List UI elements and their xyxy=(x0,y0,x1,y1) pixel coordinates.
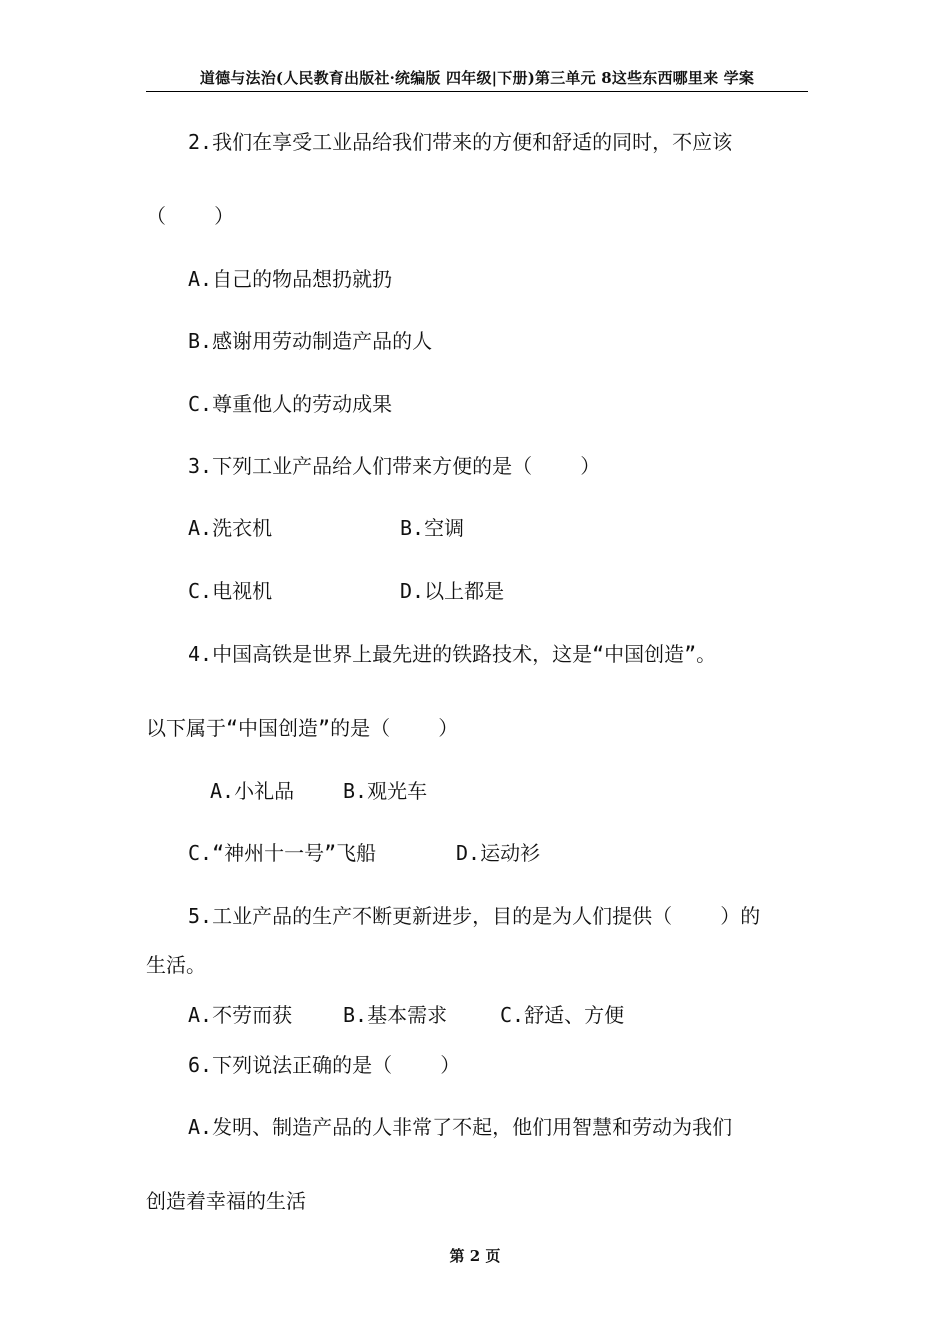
q4-option-c: C.“神州十一号”飞船 xyxy=(188,841,377,865)
q6-option-a-line1: A.发明、制造产品的人非常了不起，他们用智慧和劳动为我们 xyxy=(188,1115,733,1139)
q3-option-c: C.电视机 xyxy=(188,579,273,603)
q4-option-a: A.小礼品 xyxy=(210,779,295,803)
q2-option-a: A.自己的物品想扔就扔 xyxy=(188,267,393,291)
q3-option-b: B.空调 xyxy=(400,516,465,540)
q5-option-a: A.不劳而获 xyxy=(188,1003,293,1027)
q5-option-c: C.舒适、方便 xyxy=(500,1003,625,1027)
q5-stem-line1: 5.工业产品的生产不断更新进步，目的是为人们提供（ ）的 xyxy=(188,904,761,928)
header-divider xyxy=(146,91,808,92)
q5-option-b: B.基本需求 xyxy=(343,1003,448,1027)
q5-stem-line2: 生活。 xyxy=(146,953,206,977)
q4-option-b: B.观光车 xyxy=(343,779,428,803)
q6-stem: 6.下列说法正确的是（ ） xyxy=(188,1053,461,1077)
q6-option-a-line2: 创造着幸福的生活 xyxy=(146,1189,306,1213)
q3-option-d: D.以上都是 xyxy=(400,579,505,603)
q4-stem-line2: 以下属于“中国创造”的是（ ） xyxy=(146,716,459,740)
q2-stem-line1: 2.我们在享受工业品给我们带来的方便和舒适的同时，不应该 xyxy=(188,130,733,154)
q3-option-a: A.洗衣机 xyxy=(188,516,273,540)
q3-stem: 3.下列工业产品给人们带来方便的是（ ） xyxy=(188,454,601,478)
q2-stem-line2: （ ） xyxy=(146,204,235,228)
q4-stem-line1: 4.中国高铁是世界上最先进的铁路技术，这是“中国创造”。 xyxy=(188,642,717,666)
q4-option-d: D.运动衫 xyxy=(456,841,541,865)
page-number: 第 2 页 xyxy=(449,1247,501,1265)
q2-option-b: B.感谢用劳动制造产品的人 xyxy=(188,329,433,353)
page-header-title: 道德与法治(人民教育出版社·统编版 四年级|下册)第三单元 8这些东西哪里来 学案 xyxy=(199,69,755,87)
q2-option-c: C.尊重他人的劳动成果 xyxy=(188,392,393,416)
